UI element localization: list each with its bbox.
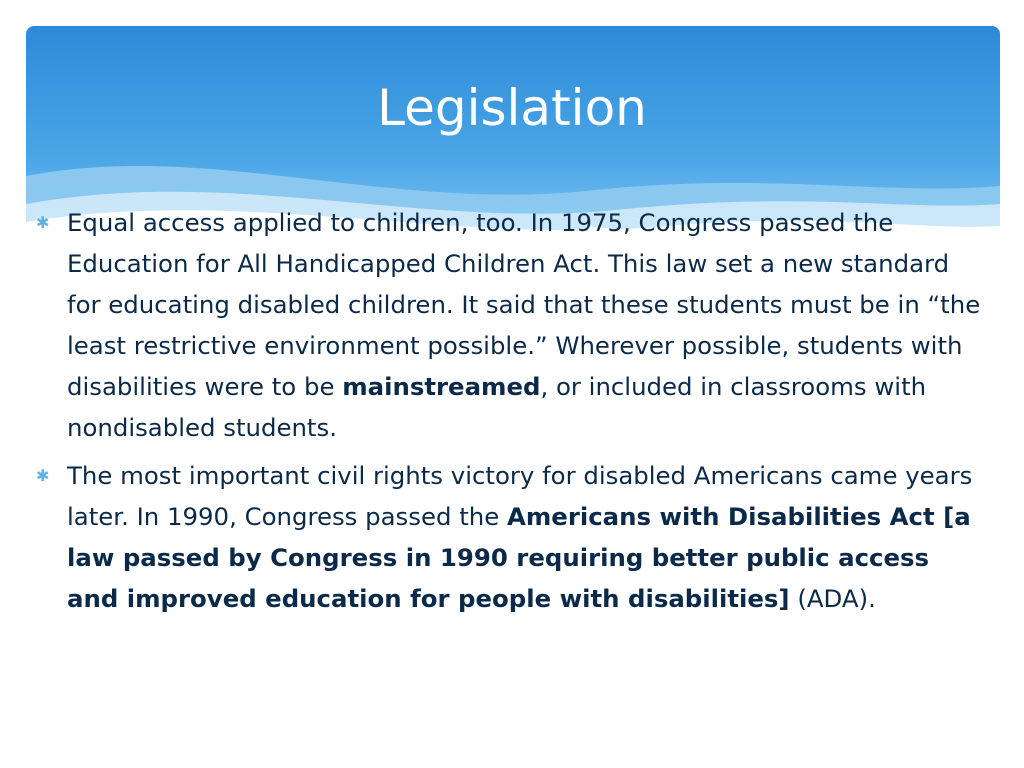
bullet-list [34, 202, 984, 626]
bullet-1-text-part1: Equal access applied to children, too. In 1975, Congress passed the Education for All Handicapped Children Act. This law set a new standard for educating disabled children. It said that these students must be in “the least restrictive environment possible.” Wherever possible, students with disabilities were to be [67, 208, 981, 401]
asterisk-icon: ✱ [36, 466, 50, 485]
bullet-2-bold-term: Americans with Disabilities Act [a law passed by Congress in 1990 requiring better public access and improved education for people with disabilities] [67, 502, 971, 613]
bullet-1-bold-term: mainstreamed [342, 372, 541, 401]
bullet-item-2 [34, 455, 984, 619]
bullet-2-text-part1: The most important civil rights victory for disabled Americans came years later. In 1990, Congress passed the [67, 461, 973, 531]
asterisk-icon: ✱ [36, 213, 50, 232]
bullet-2-text-part2: (ADA). [789, 584, 876, 613]
slide-title: Legislation [377, 79, 647, 137]
bullet-item-1 [34, 202, 984, 448]
bullet-1-text-part2: , or included in classrooms with nondisabled students. [67, 372, 927, 442]
